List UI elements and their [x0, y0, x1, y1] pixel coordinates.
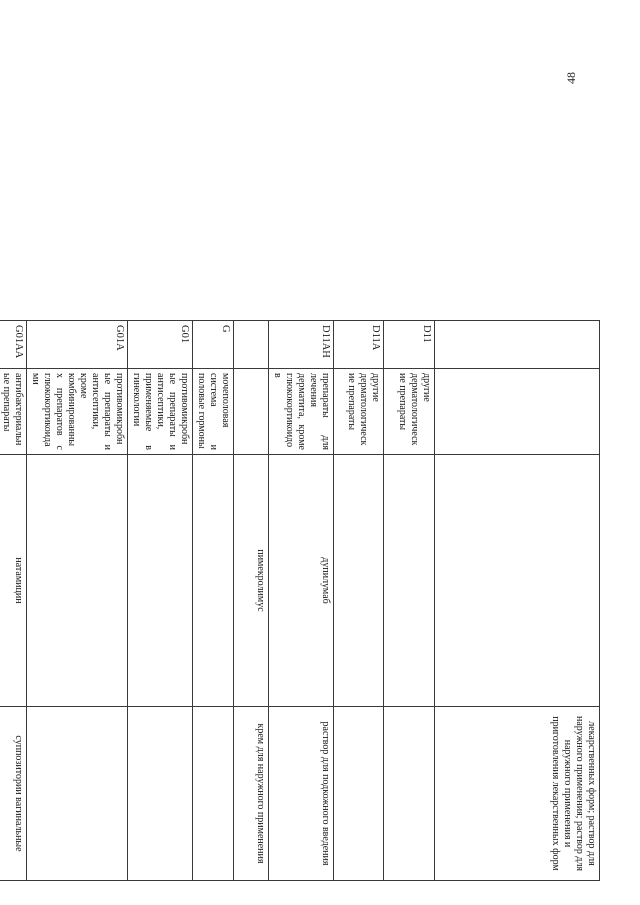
group-name-cell: другие дерматологические препараты — [334, 369, 384, 455]
substance-cell — [334, 455, 384, 707]
atc-code-cell: D11 — [384, 321, 435, 369]
atc-code-cell: D11AH — [269, 321, 334, 369]
dosage-form-cell: крем для наружного применения — [234, 707, 269, 881]
dosage-form-cell — [334, 707, 384, 881]
substance-cell: пимекролимус — [234, 455, 269, 707]
atc-code-cell: G01 — [128, 321, 193, 369]
dosage-form-cell: суппозитории вагинальные — [0, 707, 27, 881]
substance-cell — [435, 455, 600, 707]
group-name-cell: препараты для лечения дерматита, кроме глюкокортикоидов — [269, 369, 334, 455]
table-row — [0, 321, 27, 881]
group-name-cell: противомикробные препараты и антисептики, применяемые в гинекологии — [128, 369, 193, 455]
dosage-form-cell: лекарственных форм; раствор для наружного применения; раствор для наружного применения и приготовления лекарственных форм — [435, 707, 600, 881]
dosage-form-cell — [128, 707, 193, 881]
atc-code-cell: G01A — [27, 321, 128, 369]
atc-code-cell: G — [193, 321, 234, 369]
table-row — [193, 321, 234, 881]
group-name-cell — [435, 369, 600, 455]
atc-code-cell — [234, 321, 269, 369]
group-name-cell: другие дерматологические препараты — [384, 369, 435, 455]
substance-cell: натамицин — [0, 455, 27, 707]
rotated-page-content — [1, 320, 600, 880]
atc-code-cell: D11A — [334, 321, 384, 369]
group-name-cell: противомикробные препараты и антисептики, кроме комбинированных препаратов с глюкокортикоидами — [27, 369, 128, 455]
dosage-form-cell — [27, 707, 128, 881]
table-row — [128, 321, 193, 881]
dosage-form-cell — [384, 707, 435, 881]
atc-code-cell — [435, 321, 600, 369]
table-row — [234, 321, 269, 881]
dosage-form-cell: раствор для подкожного введения — [269, 707, 334, 881]
substance-cell — [27, 455, 128, 707]
substance-cell: дупилумаб — [269, 455, 334, 707]
atc-code-cell: G01AA — [0, 321, 27, 369]
group-name-cell: мочеполовая система и половые гормоны — [193, 369, 234, 455]
group-name-cell: антибактериальные препараты — [0, 369, 27, 455]
medicines-table — [0, 320, 600, 881]
table-row — [334, 321, 384, 881]
table-row — [27, 321, 128, 881]
table-row — [269, 321, 334, 881]
page-number: 48 — [564, 72, 578, 84]
substance-cell — [128, 455, 193, 707]
table-row — [384, 321, 435, 881]
group-name-cell — [234, 369, 269, 455]
dosage-form-cell — [193, 707, 234, 881]
substance-cell — [384, 455, 435, 707]
table-row — [435, 321, 600, 881]
substance-cell — [193, 455, 234, 707]
